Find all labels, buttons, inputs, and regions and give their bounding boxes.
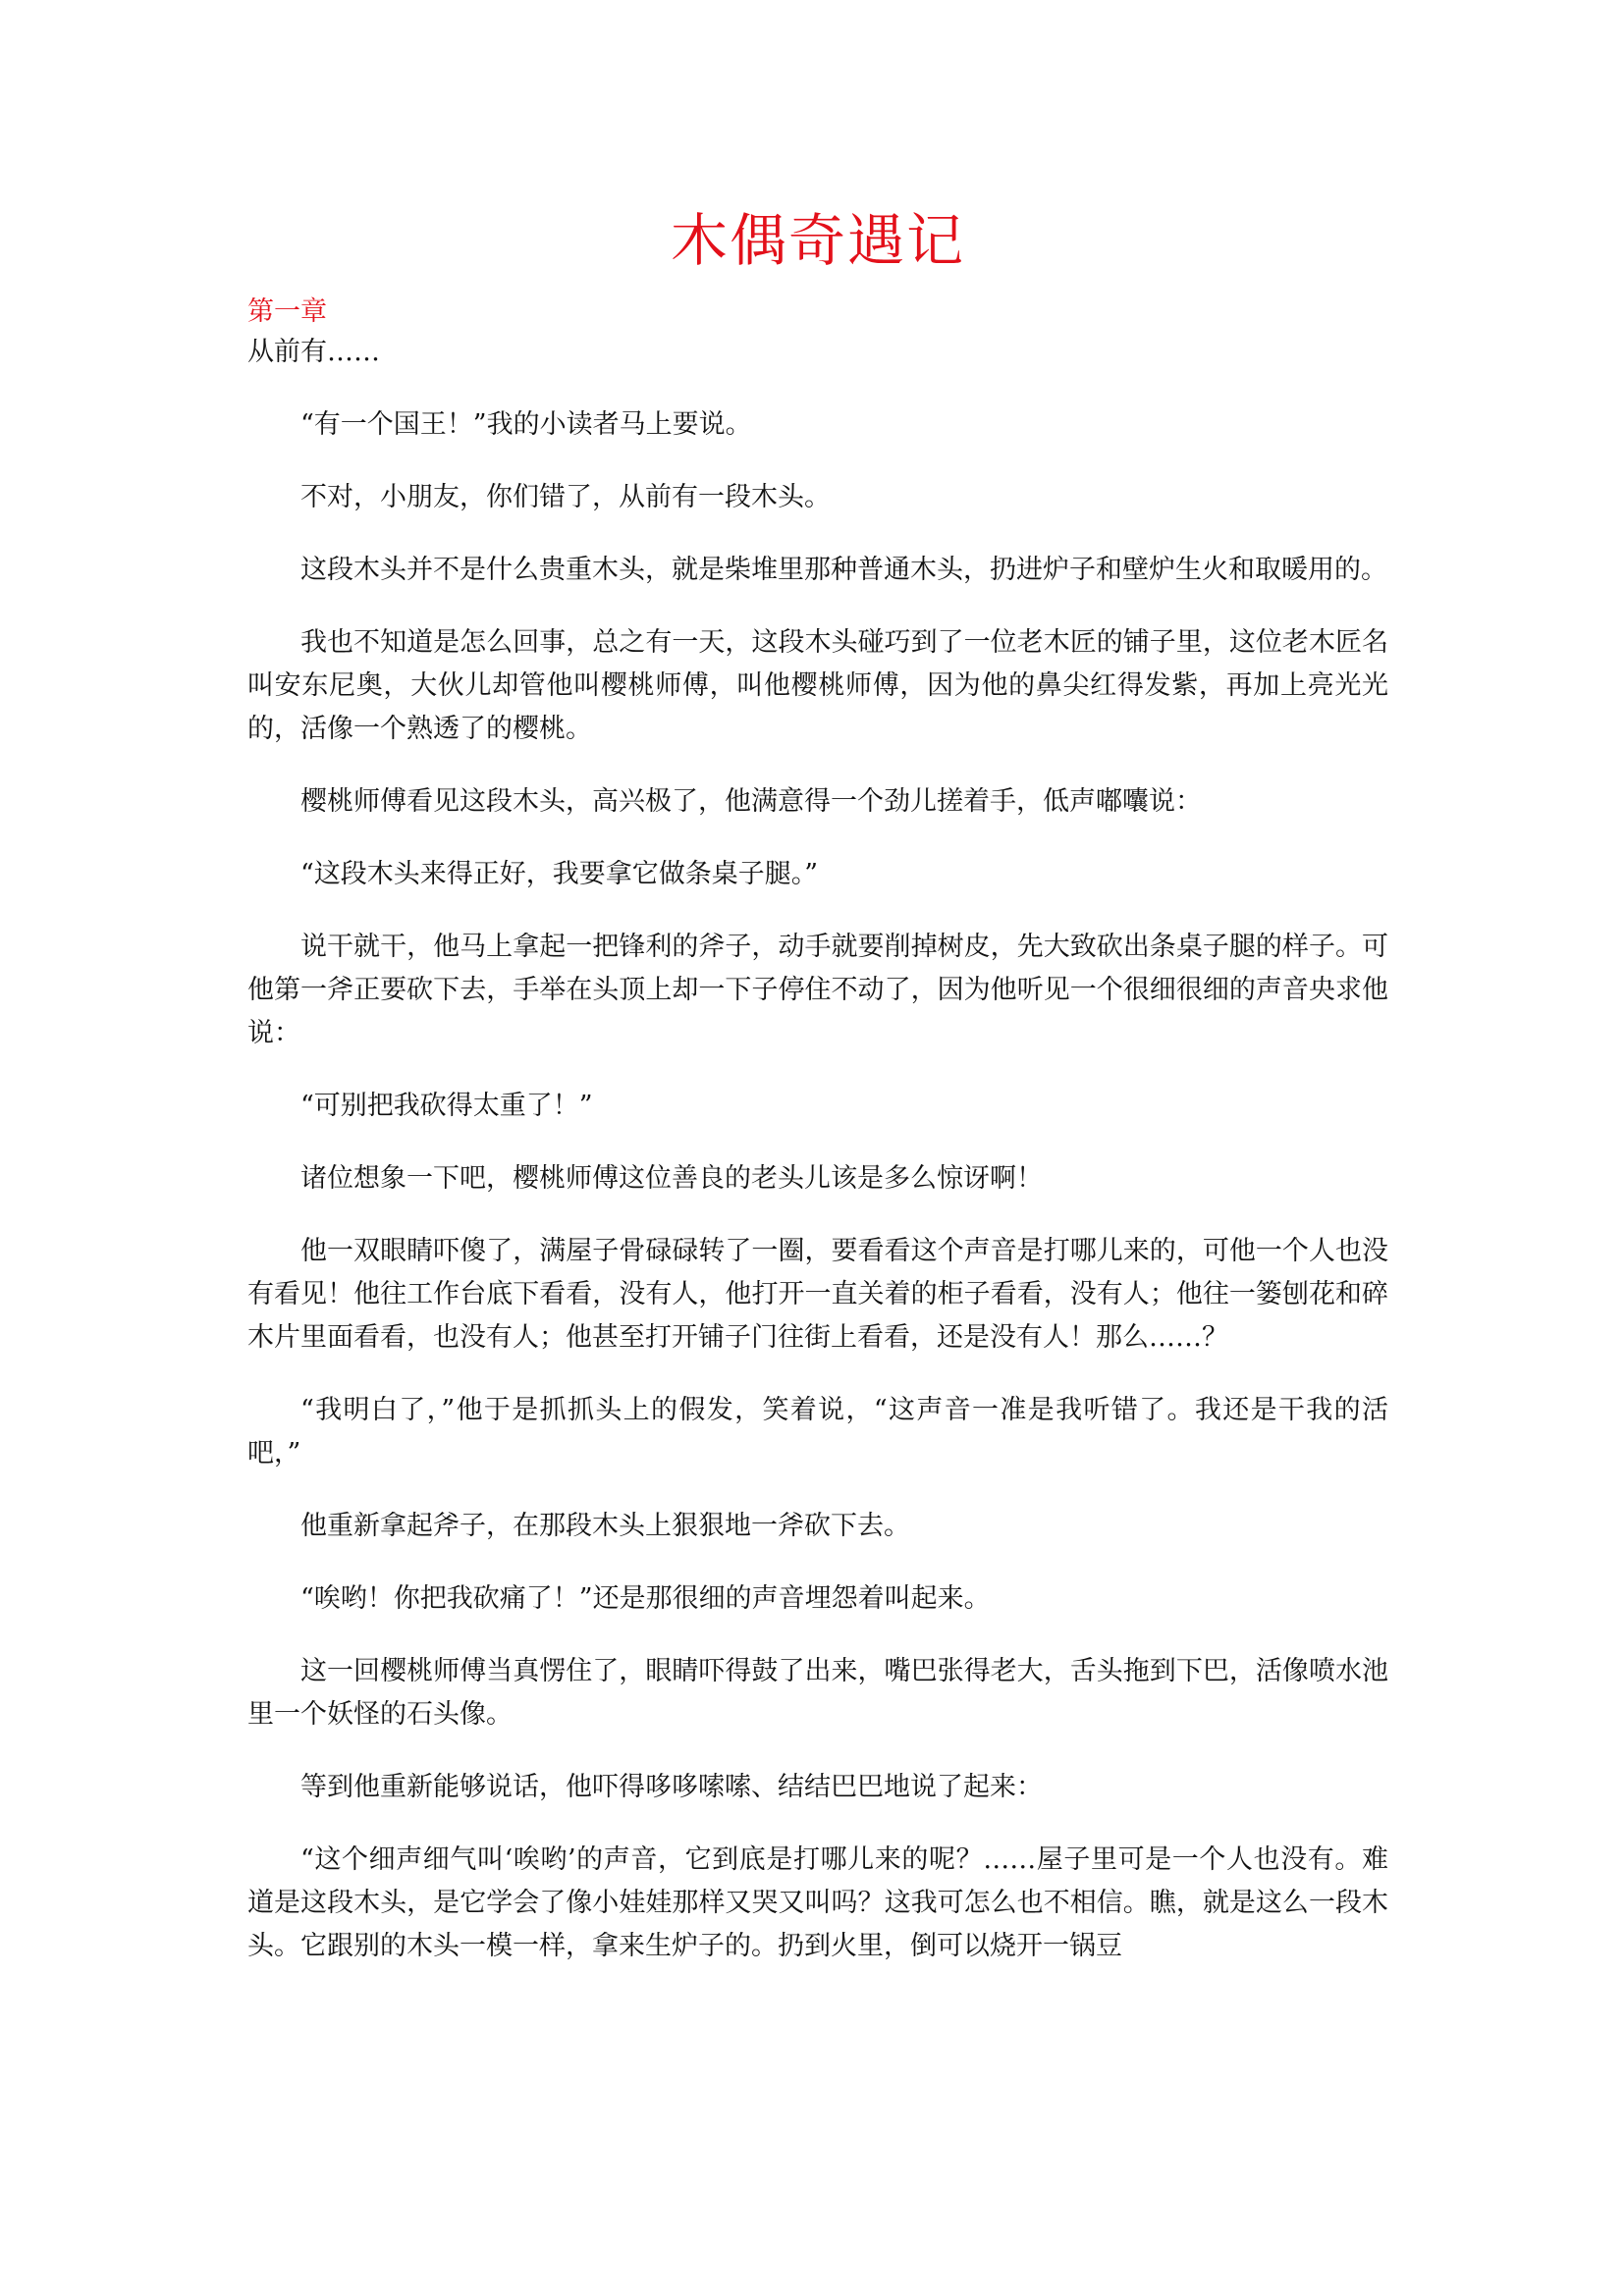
paragraph: 樱桃师傅看见这段木头，高兴极了，他满意得一个劲儿搓着手，低声嘟囔说： [300, 786, 1202, 817]
paragraph: 我也不知道是怎么回事，总之有一天，这段木头碰巧到了一位老木匠的铺子里，这位老木匠名叫安东尼奥，大伙儿却管他叫樱桃师傅，叫他樱桃师傅，因为他的鼻尖红得发紫，再加上亮光光的，活像一个熟透了的樱桃。 [247, 627, 1388, 744]
intro-line: 从前有…… [247, 337, 380, 367]
paragraph: “我明白了，”他于是抓抓头上的假发，笑着说，“这声音一准是我听错了。我还是干我的活吧，” [247, 1395, 1388, 1468]
paragraph: 不对，小朋友，你们错了，从前有一段木头。 [300, 482, 831, 512]
chapter-heading: 第一章 [247, 296, 327, 327]
paragraph: “这段木头来得正好，我要拿它做条桌子腿。” [300, 859, 819, 889]
paragraph: “可别把我砍得太重了！” [300, 1091, 593, 1121]
paragraph: 他重新拿起斧子，在那段木头上狠狠地一斧砍下去。 [300, 1511, 910, 1541]
paragraph: 这一回樱桃师傅当真愣住了，眼睛吓得鼓了出来，嘴巴张得老大，舌头拖到下巴，活像喷水池里一个妖怪的石头像。 [247, 1656, 1388, 1730]
paragraph: “唉哟！你把我砍痛了！”还是那很细的声音埋怨着叫起来。 [300, 1583, 991, 1614]
paragraph: 等到他重新能够说话，他吓得哆哆嗦嗦、结结巴巴地说了起来： [300, 1772, 1043, 1802]
paragraph: 这段木头并不是什么贵重木头，就是柴堆里那种普通木头，扔进炉子和壁炉生火和取暖用的。 [300, 555, 1387, 585]
paragraph: “这个细声细气叫‘唉哟’的声音，它到底是打哪儿来的呢？……屋子里可是一个人也没有。难道是这段木头，是它学会了像小娃娃那样又哭又叫吗？这我可怎么也不相信。瞧，就是这么一段木头。它跟别的木头一模一样，拿来生炉子的。扔到火里，倒可以烧开一锅豆 [247, 1844, 1388, 1961]
paragraph: “有一个国王！”我的小读者马上要说。 [300, 409, 752, 440]
paragraph: 诸位想象一下吧，樱桃师傅这位善良的老头儿该是多么惊讶啊！ [300, 1163, 1043, 1194]
book-title: 木偶奇遇记 [670, 207, 965, 274]
document-page [247, 201, 1388, 1998]
story-body [247, 403, 1388, 1968]
paragraph: 他一双眼睛吓傻了，满屋子骨碌碌转了一圈，要看看这个声音是打哪儿来的，可他一个人也没有看见！他往工作台底下看看，没有人，他打开一直关着的柜子看看，没有人；他往一篓刨花和碎木片里面看看，也没有人；他甚至打开铺子门往街上看看，还是没有人！那么……？ [247, 1236, 1388, 1353]
paragraph: 说干就干，他马上拿起一把锋利的斧子，动手就要削掉树皮，先大致砍出条桌子腿的样子。可他第一斧正要砍下去，手举在头顶上却一下子停住不动了，因为他听见一个很细很细的声音央求他说： [247, 932, 1388, 1048]
